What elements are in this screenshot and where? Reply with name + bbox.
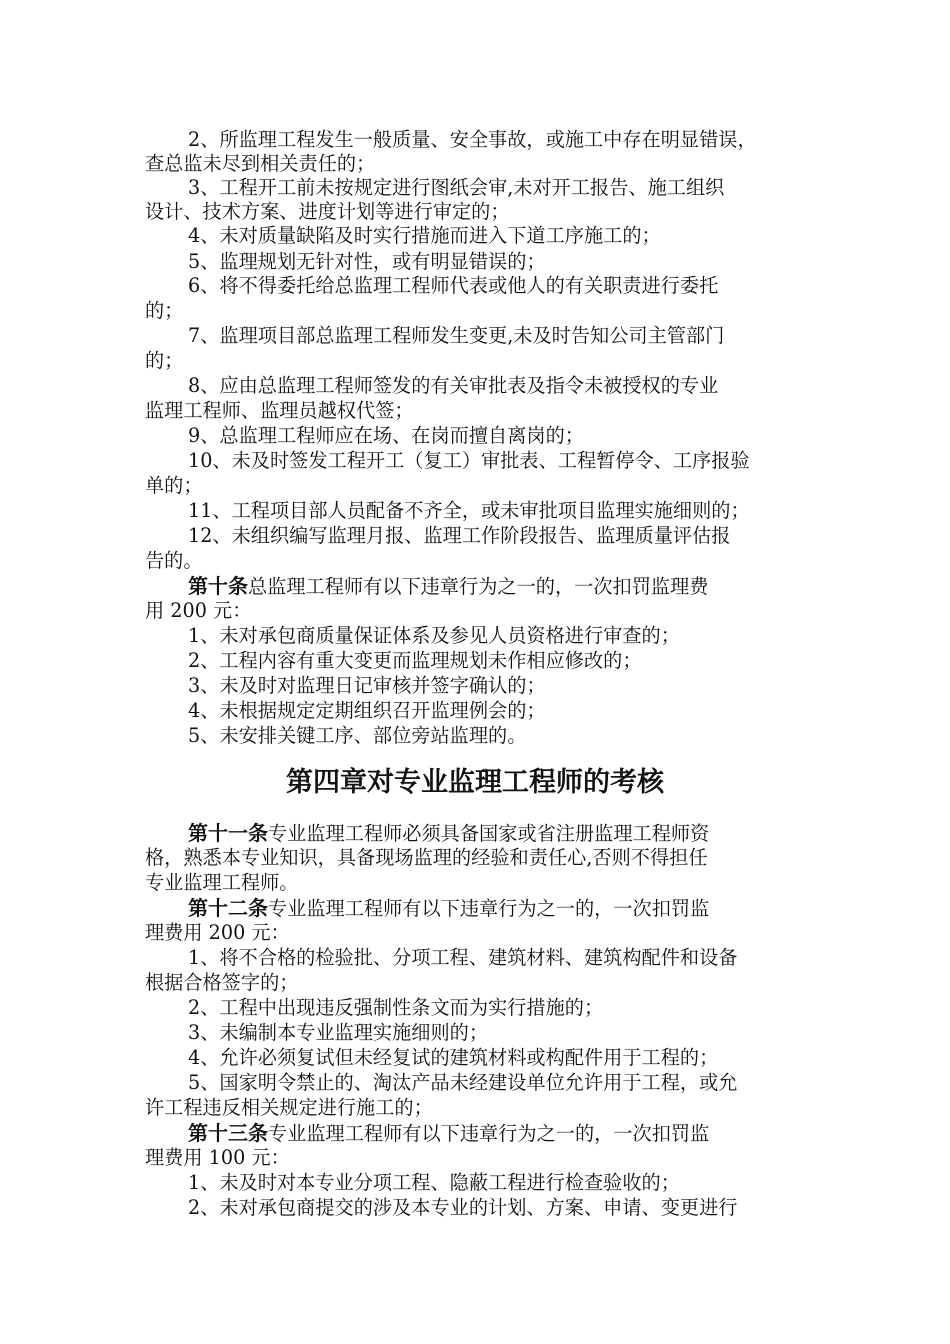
clause-line: 告的。 xyxy=(145,549,203,572)
clause-line: 理费用 200 元： xyxy=(145,921,290,944)
clause-line: 的； xyxy=(145,349,184,372)
clause-line: 许工程违反相关规定进行施工的； xyxy=(145,1096,433,1119)
clause-line: 1、未对承包商质量保证体系及参见人员资格进行审查的； xyxy=(188,624,680,647)
article-text: 专业监理工程师有以下违章行为之一的，一次扣罚监 xyxy=(268,1122,710,1145)
clause-line: 1、将不合格的检验批、分项工程、建筑材料、建筑构配件和设备 xyxy=(188,946,738,969)
article-label: 第十二条 xyxy=(188,896,268,920)
clause-line: 监理工程师、监理员越权代签； xyxy=(145,399,414,422)
clause-line: 1、未及时对本专业分项工程、隐蔽工程进行检查验收的； xyxy=(188,1171,680,1194)
article-label: 第十三条 xyxy=(188,1121,268,1145)
clause-line: 设计、技术方案、进度计划等进行审定的； xyxy=(145,200,510,223)
article-12 xyxy=(188,896,709,920)
article-text: 专业监理工程师必须具备国家或省注册监理工程师资 xyxy=(268,822,710,845)
clause-line: 2、工程内容有重大变更而监理规划未作相应修改的； xyxy=(188,649,642,672)
clause-line: 理费用 100 元： xyxy=(145,1146,290,1169)
clause-line: 6、将不得委托给总监理工程师代表或他人的有关职责进行委托 xyxy=(188,274,719,297)
clause-line: 11、工程项目部人员配备不齐全，或未审批项目监理实施细则的； xyxy=(188,499,750,522)
clause-line: 7、监理项目部总监理工程师发生变更,未及时告知公司主管部门 xyxy=(188,324,725,347)
clause-line: 5、国家明令禁止的、淘汰产品未经建设单位允许用于工程，或允 xyxy=(188,1071,738,1094)
clause-line: 2、所监理工程发生一般质量、安全事故，或施工中存在明显错误， xyxy=(188,128,757,151)
article-label: 第十一条 xyxy=(188,821,268,845)
article-text: 总监理工程师有以下违章行为之一的，一次扣罚监理费 xyxy=(248,575,709,598)
clause-line: 3、未及时对监理日记审核并签字确认的； xyxy=(188,674,546,697)
clause-line: 2、未对承包商提交的涉及本专业的计划、方案、申请、变更进行 xyxy=(188,1196,738,1219)
article-13 xyxy=(188,1121,709,1145)
clause-line: 10、未及时签发工程开工（复工）审批表、工程暂停令、工序报验 xyxy=(188,449,750,472)
clause-line: 8、应由总监理工程师签发的有关审批表及指令未被授权的专业 xyxy=(188,374,719,397)
clause-line: 查总监未尽到相关责任的； xyxy=(145,152,376,175)
clause-line: 格，熟悉本专业知识，具备现场监理的经验和责任心,否则不得担任 xyxy=(145,846,708,869)
clause-line: 4、未根据规定定期组织召开监理例会的； xyxy=(188,699,546,722)
chapter-heading: 第四章对专业监理工程师的考核 xyxy=(286,767,664,798)
clause-line: 4、允许必须复试但未经复试的建筑材料或构配件用于工程的； xyxy=(188,1046,719,1069)
clause-line: 3、工程开工前未按规定进行图纸会审,未对开工报告、施工组织 xyxy=(188,176,725,199)
article-10 xyxy=(188,574,709,598)
article-11 xyxy=(188,821,709,845)
clause-line: 专业监理工程师。 xyxy=(145,871,299,894)
clause-line: 的； xyxy=(145,299,184,322)
clause-line: 5、未安排关键工序、部位旁站监理的。 xyxy=(188,724,527,747)
article-label: 第十条 xyxy=(188,574,248,598)
clause-line: 5、监理规划无针对性，或有明显错误的； xyxy=(188,250,546,273)
clause-line: 2、工程中出现违反强制性条文而为实行措施的； xyxy=(188,996,604,1019)
clause-line: 用 200 元： xyxy=(145,599,252,622)
clause-line: 根据合格签字的； xyxy=(145,971,299,994)
clause-line: 3、未编制本专业监理实施细则的； xyxy=(188,1021,489,1044)
clause-line: 12、未组织编写监理月报、监理工作阶段报告、监理质量评估报 xyxy=(188,524,731,547)
clause-line: 9、总监理工程师应在场、在岗而擅自离岗的； xyxy=(188,424,584,447)
clause-line: 单的； xyxy=(145,474,203,497)
clause-line: 4、未对质量缺陷及时实行措施而进入下道工序施工的； xyxy=(188,224,661,247)
article-text: 专业监理工程师有以下违章行为之一的，一次扣罚监 xyxy=(268,897,710,920)
